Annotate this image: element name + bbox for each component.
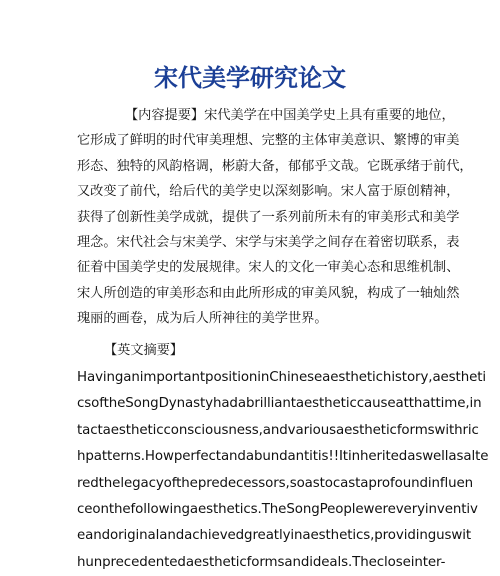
abstract-en-line: redthelegacyofthepredecessors,soastocastaprofoundinfluen bbox=[77, 475, 474, 491]
abstract-cn-line: 宋人所创造的审美形态和由此所形成的审美风貌，构成了一轴灿然 bbox=[77, 285, 460, 301]
abstract-en-line: hpatterns.Howperfectandabundantitis!!Itinheritedaswellasalte bbox=[77, 449, 489, 465]
abstract-en-line: hunprecedentedaestheticformsandideals.Thecloseinter- bbox=[77, 554, 446, 570]
english-abstract bbox=[77, 365, 489, 576]
abstract-cn-line: 它形成了鲜明的时代审美理想、完整的主体审美意识、繁博的审美 bbox=[77, 133, 460, 149]
abstract-en-line: csoftheSongDynastyhadabrilliantaestheticcauseatthattime,in bbox=[77, 396, 482, 412]
abstract-en-line: HavinganimportantpositioninChineseaesthetichistory,aestheti bbox=[77, 370, 487, 385]
abstract-cn-line: 瑰丽的画卷，成为后人所神往的美学世界。 bbox=[77, 311, 328, 327]
chinese-abstract bbox=[77, 103, 473, 332]
abstract-cn-line: 【内容提要】宋代美学在中国美学史上具有重要的地位， bbox=[125, 108, 455, 123]
abstract-en-line: ceonthefollowingaesthetics.TheSongPeoplewereveryinventiv bbox=[77, 501, 478, 517]
abstract-cn-line: 理念。宋代社会与宋美学、宋学与宋美学之间存在着密切联系，表 bbox=[77, 234, 460, 250]
abstract-cn-line: 征着中国美学史的发展规律。宋人的文化一审美心态和思维机制、 bbox=[77, 260, 460, 276]
abstract-en-line: tactaestheticconsciousness,andvariousaestheticformswithric bbox=[77, 422, 479, 438]
english-abstract-heading: 【英文摘要】 bbox=[104, 343, 184, 358]
abstract-en-line: eandoriginalandachievedgreatlyinaesthetics,providinguswit bbox=[77, 528, 472, 544]
document-title: 宋代美学研究论文 bbox=[154, 63, 346, 92]
abstract-cn-line: 又改变了前代，给后代的美学史以深刻影响。宋人富于原创精神， bbox=[77, 184, 460, 200]
abstract-cn-line: 获得了创新性美学成就，提供了一系列前所未有的审美形式和美学 bbox=[77, 209, 460, 225]
abstract-cn-line: 形态、独特的风韵格调，彬蔚大备，郁郁乎文哉。它既承绪于前代， bbox=[77, 158, 473, 174]
